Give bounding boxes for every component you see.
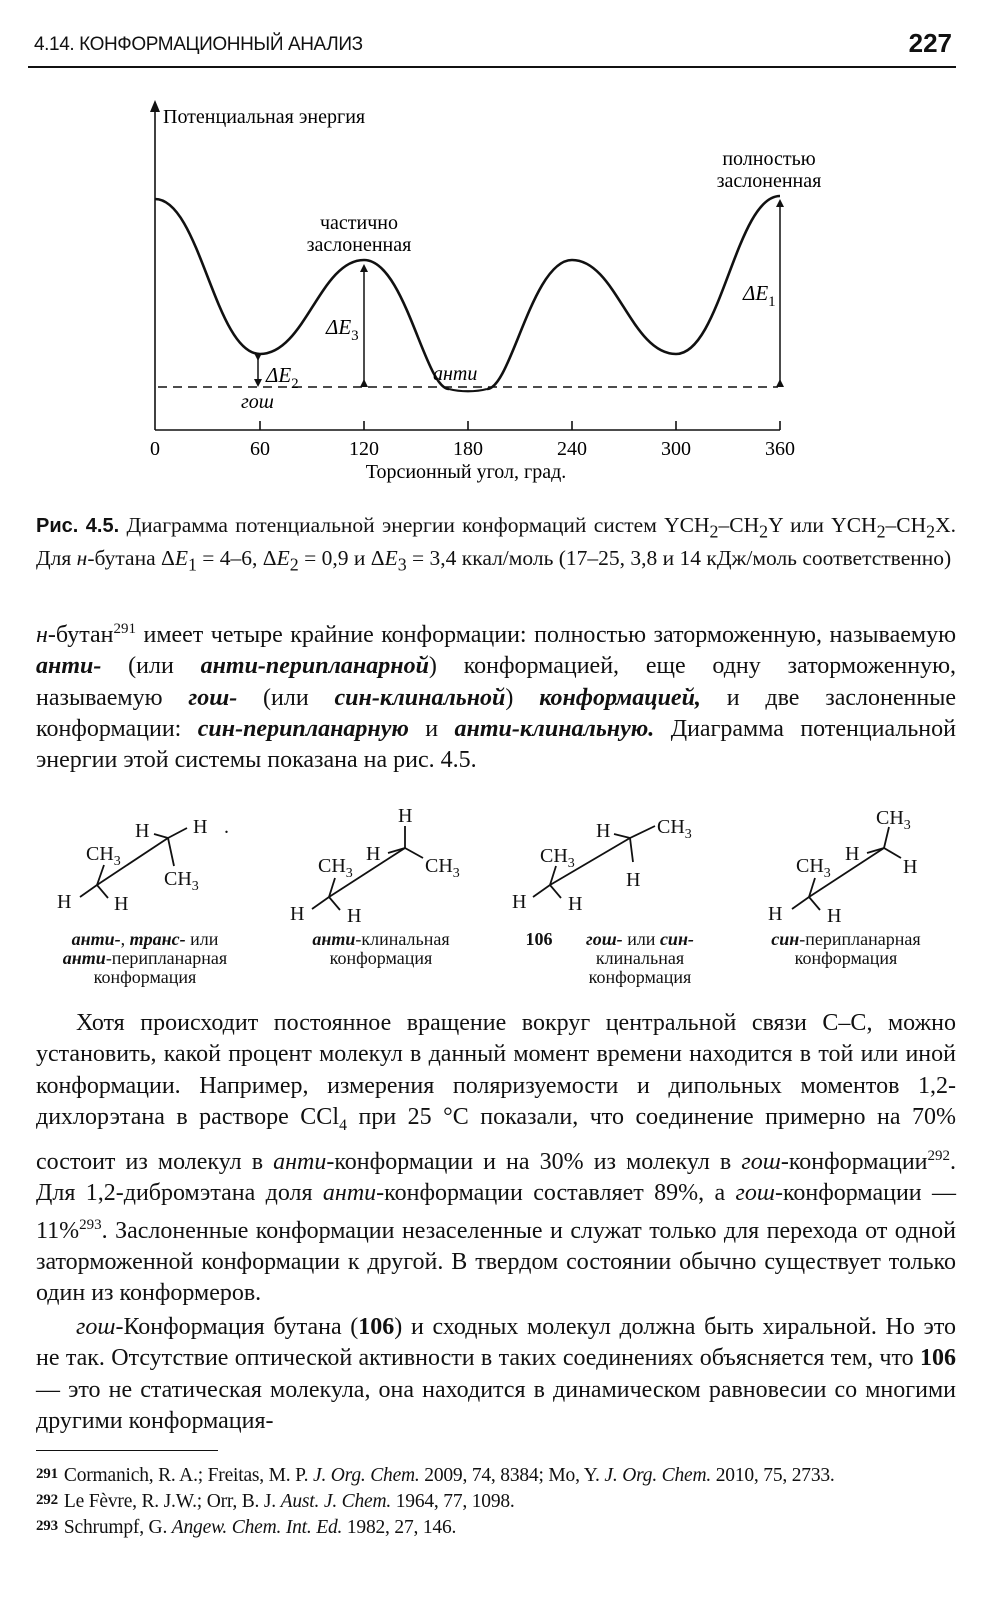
atom-label: H (568, 893, 583, 915)
x-tick-label: 300 (661, 438, 691, 460)
x-tick-label: 60 (250, 438, 270, 460)
x-axis-label: Торсионный угол, град. (365, 461, 567, 483)
footnote: 292 Le Fèvre, R. J.W.; Orr, B. J. Aust. J. Chem. 1964, 77, 1098. (36, 1491, 515, 1512)
x-tick-label: 360 (765, 438, 795, 460)
footnote: 293 Schrumpf, G. Angew. Chem. Int. Ed. 1982, 27, 146. (36, 1517, 457, 1538)
fully-eclipsed-label-1: полностью (722, 148, 816, 170)
atom-label: $CH_3$ (164, 868, 199, 894)
delta-e2-label: $\Delta E_2$ (266, 363, 299, 392)
atom-label: H (57, 891, 72, 913)
atom-label: H (768, 903, 783, 925)
partially-eclipsed-label-2: заслоненная (306, 234, 412, 256)
atom-label: H (626, 869, 641, 891)
atom-label: H (114, 893, 129, 915)
atom-label: H (366, 843, 381, 865)
x-tick-label: 0 (150, 438, 160, 460)
atom-label: $CH_3$ (86, 843, 121, 869)
atom-label: $CH_3$ (425, 855, 460, 881)
x-tick-label: 240 (557, 438, 587, 460)
atom-label: H (903, 856, 918, 878)
atom-label: H (827, 905, 842, 927)
footnote-divider (36, 1450, 218, 1451)
atom-label: H (845, 843, 860, 865)
structure-caption-anti: анти-, транс- или анти-перипланарная конформация (62, 929, 228, 987)
structure-caption-anticlinal: анти-клинальная конформация (312, 929, 450, 968)
atom-label: H (193, 816, 208, 838)
atom-label: $CH_3$ (796, 855, 831, 881)
atom-label: H (347, 905, 362, 927)
footnotes (36, 1462, 976, 1540)
figure-caption: Рис. 4.5. Диаграмма потенциальной энергии конформаций систем $YCH_2-CH_2Y$ или $YCH_2-CH_2X$. Для н-бутана $\Delta E_1 = 4-6$, $\Delta E_2 = 0,9$ и $\Delta E_3 = 3,4$ ккал/моль (17–25, 3,8 и 14 кДж/моль соответственно) (36, 513, 956, 575)
atom-label: H (512, 891, 527, 913)
delta-e3-label: $\Delta E_3$ (326, 315, 359, 344)
atom-label: H (596, 820, 611, 842)
compound-number-106: 106 (525, 929, 553, 949)
x-tick-label: 180 (453, 438, 483, 460)
delta-e1-label: $\Delta E_1$ (743, 281, 776, 310)
caption-label: Рис. 4.5. (36, 515, 120, 537)
atom-label: H (290, 903, 305, 925)
atom-label: . (224, 816, 229, 838)
atom-label: H (135, 820, 150, 842)
gauche-label: гош (241, 391, 274, 413)
footnote: 291 Cormanich, R. A.; Freitas, M. P. J. Org. Chem. 2009, 74, 8384; Mo, Y. J. Org. Chem. 2010, 75, 2733. (36, 1465, 835, 1486)
atom-label: H (398, 805, 413, 827)
atom-label: $CH_3$ (657, 816, 692, 842)
atom-label: $CH_3$ (318, 855, 353, 881)
partially-eclipsed-label-1: частично (319, 212, 399, 234)
structure-caption-gauche: гош- или син- клинальная конформация (586, 929, 694, 987)
anti-label: анти (433, 363, 478, 385)
running-title: 4.14. КОНФОРМАЦИОННЫЙ АНАЛИЗ (34, 34, 363, 55)
body-paragraph: гош-Конформация бутана (106) и сходных молекул должна быть хиральной. Но это не так. Отсутствие оптической активности в таких соединениях объясняется тем, что 106 — это не статическая молекула, она находится в динамическом равновесии со многими другими конформация- (36, 1314, 956, 1434)
atom-label: $CH_3$ (540, 845, 575, 871)
x-tick-label: 120 (349, 438, 379, 460)
structure-caption-synperiplanar: син-перипланарная конформация (771, 929, 921, 968)
atom-label: $CH_3$ (876, 807, 911, 833)
body-paragraph: н-бутан$^{291}$ имеет четыре крайние конформации: полностью заторможенную, называемую анти- (или анти-перипланарной) конформацией, еще одну заторможенную, называемую гош- (или син-клинальной) конформацией, и две заслоненные конформации: син-перипланарную и анти-клинальную. Диаграмма потенциальной энергии этой системы показана на рис. 4.5. (36, 621, 956, 774)
fully-eclipsed-label-2: заслоненная (716, 170, 822, 192)
y-axis-label: Потенциальная энергия (163, 106, 366, 128)
page-number: 227 (908, 28, 952, 58)
body-paragraph: Хотя происходит постоянное вращение вокруг центральной связи С–С, можно установить, какой процент молекул в данный момент времени находится в той или иной конформации. Например, измерения поляризуемости и дипольных моментов 1,2-дихлорэтана в растворе CCl$_4$ при 25 °С показали, что соединение примерно на 70% состоит из молекул в анти-конформации и на 30% из молекул в гош-конформации$^{292}$. Для 1,2-дибромэтана доля анти-конформации составляет 89%, а гош-конформации — 11%$^{293}$. Заслоненные конформации незаселенные и служат только для перехода от одной заторможенной конформации к другой. В твердом состоянии обычно существует только один из конформеров. (36, 1010, 957, 1307)
